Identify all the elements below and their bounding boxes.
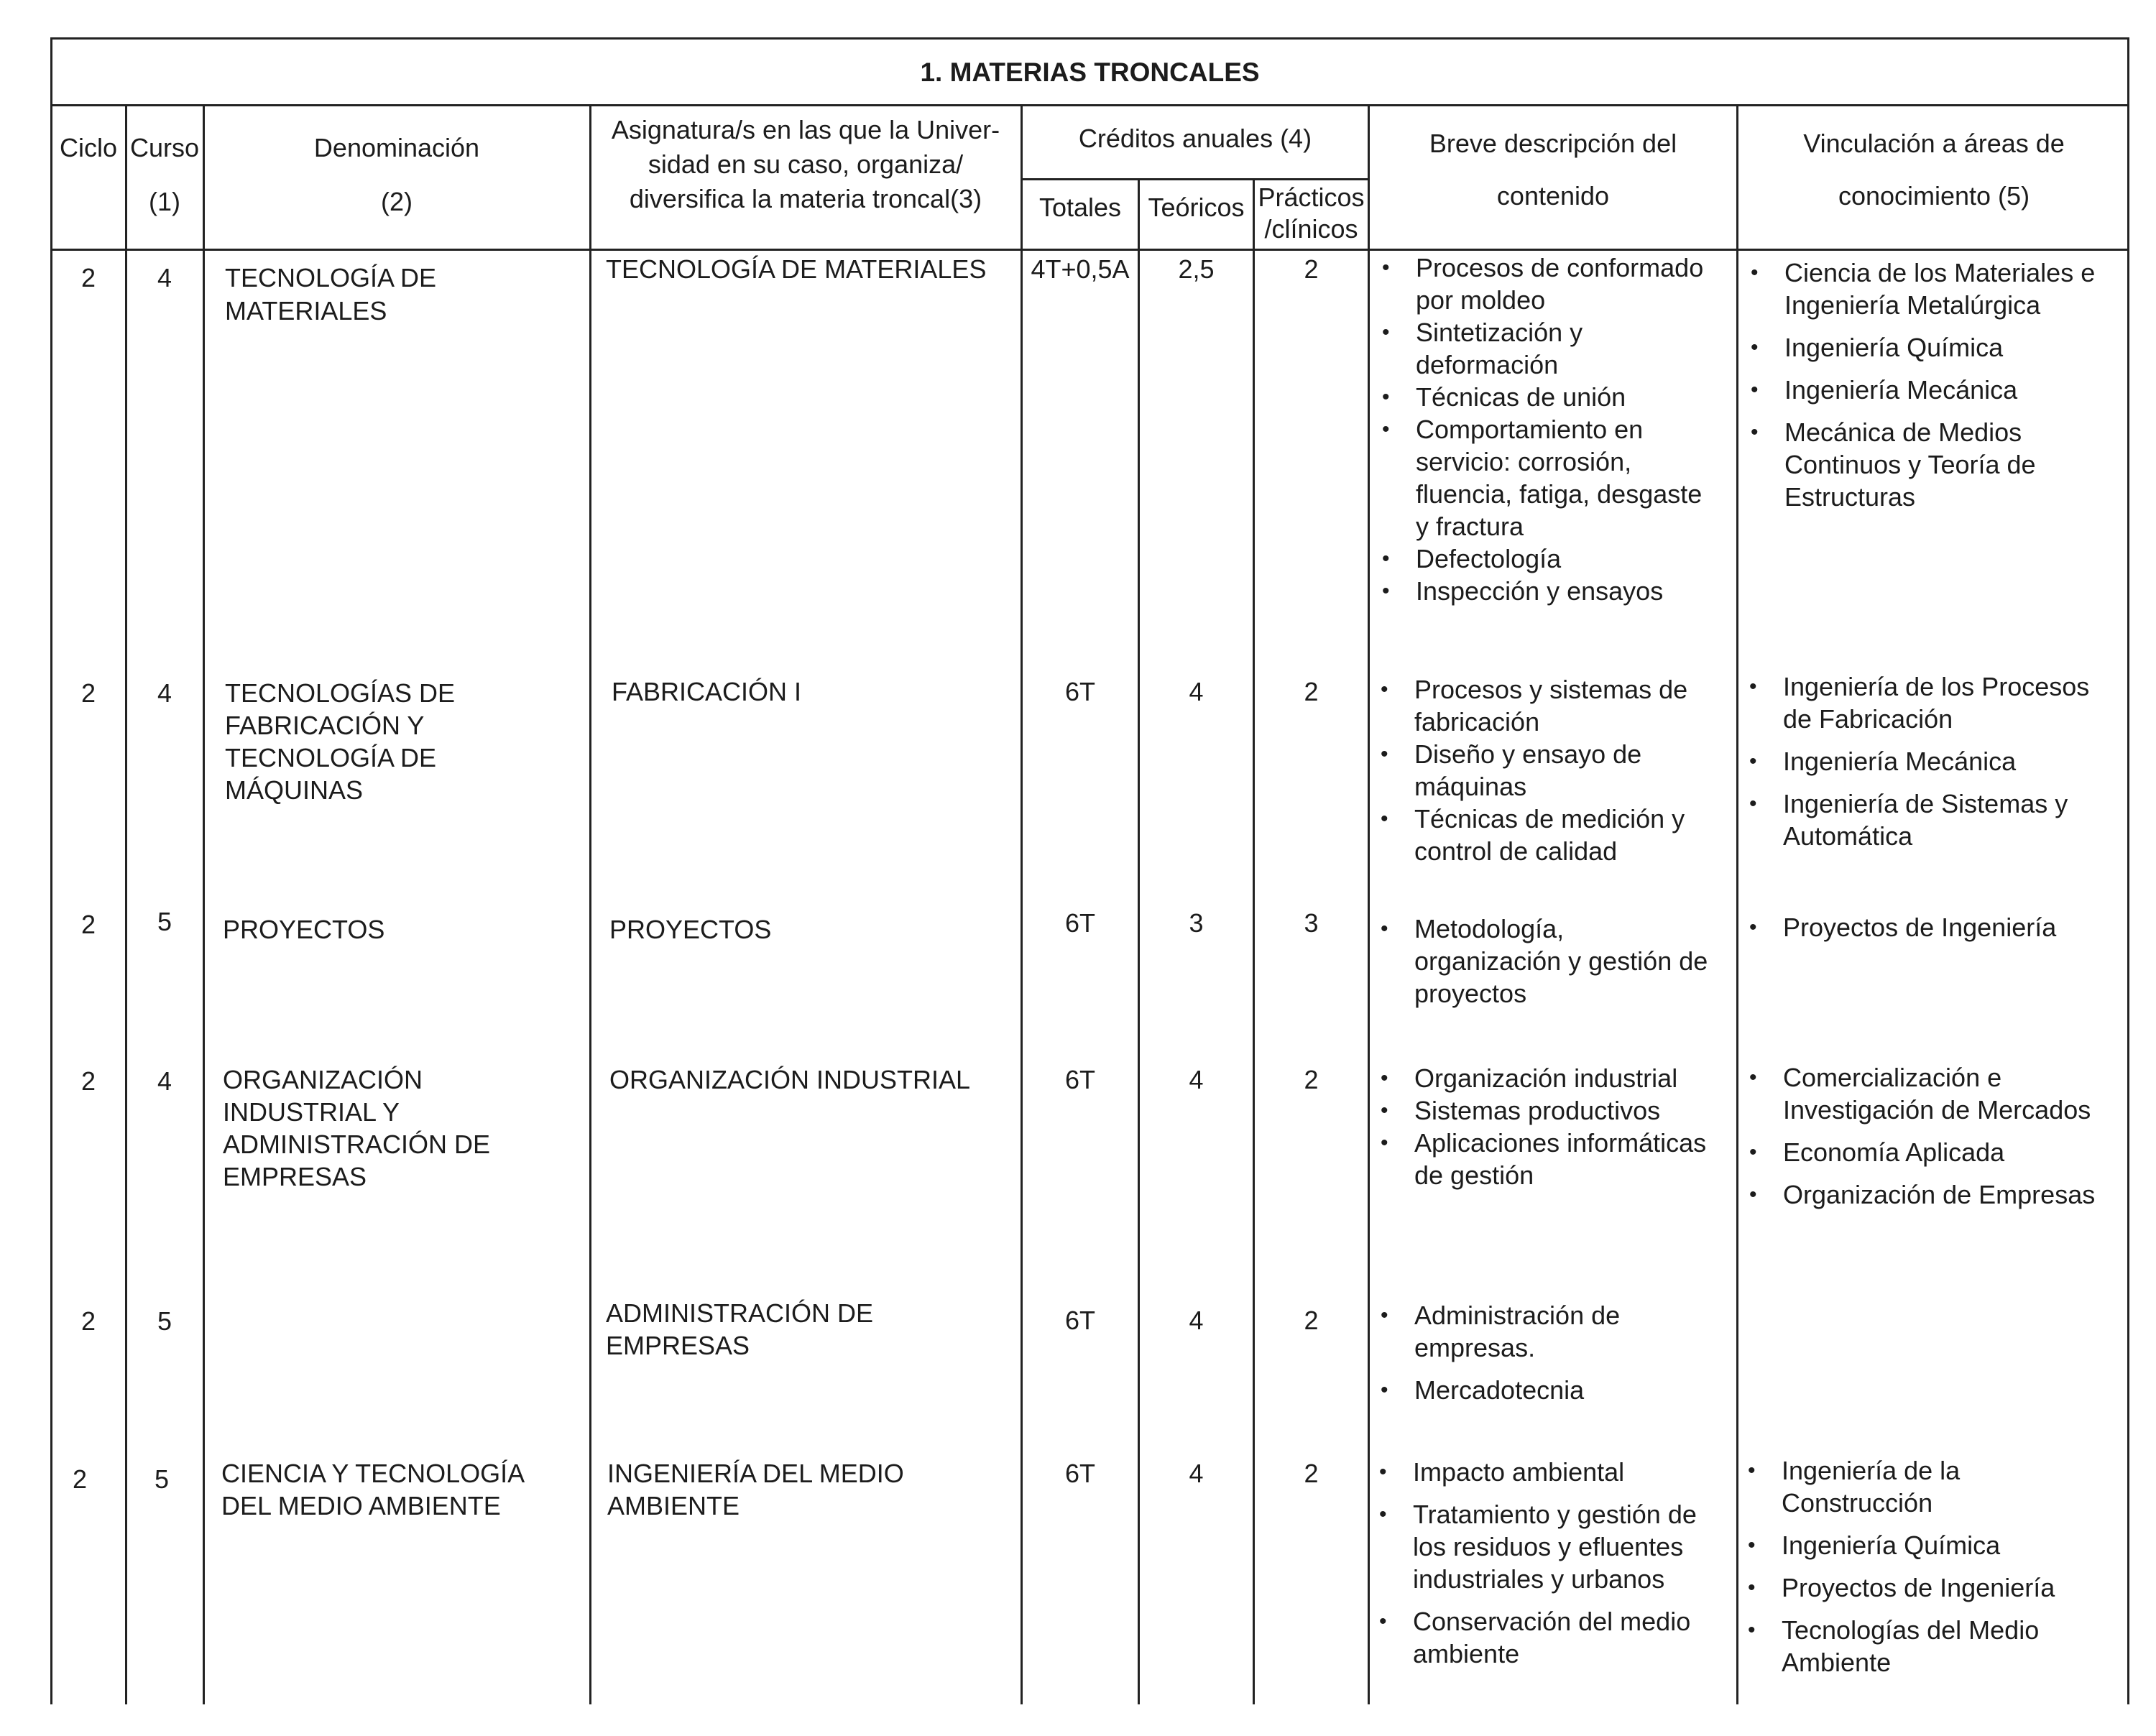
cell-asignatura-line: ADMINISTRACIÓN DE	[606, 1298, 874, 1328]
creditos-subheader-divider	[1023, 178, 1369, 180]
col-divider-descripcion	[1736, 104, 1738, 1704]
list-item: • Ingeniería de la Construcción	[1742, 1454, 2055, 1519]
cell-denominacion-line: MATERIALES	[225, 296, 387, 326]
list-item: • Metodología, organización y gestión de proyectos	[1375, 913, 1708, 1010]
cell-descripcion-list	[1376, 251, 1703, 607]
cell-denominacion-line: ADMINISTRACIÓN DE	[223, 1130, 491, 1159]
header-asignatura-line3: diversifica la materia troncal(3)	[629, 184, 982, 213]
cell-totales: 6T	[1064, 908, 1095, 938]
cell-denominacion-line: EMPRESAS	[223, 1162, 367, 1191]
cell-teoricos: 4	[1189, 1065, 1204, 1094]
list-item: • Organización industrial	[1375, 1062, 1706, 1094]
list-item: • Ingeniería Química	[1745, 331, 2095, 364]
cell-denominacion-line: CIENCIA Y TECNOLOGÍA	[221, 1459, 525, 1488]
list-item: • Técnicas de medición y control de calidad	[1375, 803, 1687, 867]
header-denominacion-label: Denominación	[313, 133, 480, 162]
list-item: • Impacto ambiental	[1373, 1456, 1697, 1488]
list-item: • Tecnologías del Medio Ambiente	[1742, 1614, 2055, 1679]
cell-teoricos: 3	[1189, 908, 1204, 938]
list-item: • Defectología	[1376, 542, 1703, 575]
header-totales: Totales	[1038, 193, 1122, 222]
cell-denominacion-line: MÁQUINAS	[225, 775, 364, 805]
cell-descripcion-list	[1373, 1456, 1697, 1680]
cell-ciclo: 2	[80, 1066, 96, 1096]
list-item: • Sistemas productivos	[1375, 1094, 1706, 1127]
cell-denominacion-line: FABRICACIÓN Y	[225, 711, 425, 740]
list-item: • Proyectos de Ingeniería	[1742, 1571, 2055, 1604]
cell-ciclo: 2	[80, 910, 96, 939]
header-asignatura-line1: Asignatura/s en las que la Univer-	[611, 115, 1000, 144]
list-item: • Organización de Empresas	[1743, 1178, 2095, 1211]
table-title: 1. MATERIAS TRONCALES	[920, 57, 1260, 87]
cell-descripcion-list	[1375, 1299, 1620, 1416]
cell-vinculacion-list	[1742, 1454, 2055, 1689]
list-item: • Diseño y ensayo de máquinas	[1375, 738, 1687, 803]
cell-denominacion-line: ORGANIZACIÓN	[223, 1065, 423, 1094]
cell-practicos: 2	[1304, 1459, 1319, 1488]
header-curso-label: Curso	[129, 133, 200, 162]
header-denominacion-note: (2)	[381, 187, 413, 216]
list-item: • Ingeniería de los Procesos de Fabricación	[1743, 670, 2089, 735]
cell-teoricos: 4	[1189, 1306, 1204, 1335]
cell-curso: 5	[157, 907, 172, 936]
cell-teoricos: 4	[1189, 1459, 1204, 1488]
header-asignatura-line2: sidad en su caso, organiza/	[648, 149, 964, 179]
list-item: • Inspección y ensayos	[1376, 575, 1703, 607]
list-item: • Ingeniería Mecánica	[1743, 745, 2089, 777]
cell-ciclo: 2	[80, 1306, 96, 1336]
list-item: • Ingeniería Química	[1742, 1529, 2055, 1561]
list-item: • Mercadotecnia	[1375, 1374, 1620, 1406]
list-item: • Procesos y sistemas de fabricación	[1375, 673, 1687, 738]
cell-curso: 5	[157, 1306, 172, 1336]
cell-denominacion-line: PROYECTOS	[223, 915, 385, 944]
header-ciclo-label: Ciclo	[59, 133, 117, 162]
cell-curso: 5	[154, 1464, 170, 1494]
header-creditos-label: Créditos anuales (4)	[1078, 124, 1312, 153]
header-divider	[50, 249, 2129, 251]
list-item: • Aplicaciones informáticas de gestión	[1375, 1127, 1706, 1191]
cell-practicos: 2	[1304, 1306, 1319, 1335]
cell-denominacion-line: TECNOLOGÍAS DE	[225, 678, 456, 708]
header-vinculacion-line1: Vinculación a áreas de	[1803, 129, 2065, 158]
list-item: • Proyectos de Ingeniería	[1743, 911, 2056, 943]
header-descripcion-line1: Breve descripción del	[1429, 129, 1677, 158]
cell-asignatura-line: AMBIENTE	[607, 1491, 740, 1520]
list-item: • Ingeniería de Sistemas y Automática	[1743, 788, 2089, 852]
cell-teoricos: 4	[1189, 677, 1204, 706]
list-item: • Procesos de conformado por moldeo	[1376, 251, 1703, 316]
cell-ciclo: 2	[80, 263, 96, 292]
header-practicos-line2: /clínicos	[1264, 214, 1358, 244]
col-divider-creditos	[1368, 104, 1370, 1704]
header-teoricos: Teóricos	[1148, 193, 1245, 222]
cell-curso: 4	[157, 263, 172, 292]
list-item: • Ingeniería Mecánica	[1745, 374, 2095, 406]
cell-denominacion-line: TECNOLOGÍA DE	[225, 263, 437, 292]
cell-teoricos: 2,5	[1178, 254, 1215, 284]
cell-vinculacion-list	[1743, 1061, 2095, 1221]
cell-denominacion-line: INDUSTRIAL Y	[223, 1097, 400, 1127]
list-item: • Economía Aplicada	[1743, 1136, 2095, 1168]
cell-totales: 6T	[1064, 677, 1095, 706]
col-divider-curso	[203, 104, 205, 1704]
cell-practicos: 3	[1304, 908, 1319, 938]
cell-denominacion-line: TECNOLOGÍA DE	[225, 743, 437, 772]
header-practicos-line1: Prácticos	[1258, 183, 1365, 212]
col-divider-denominacion	[589, 104, 591, 1704]
list-item: • Conservación del medio ambiente	[1373, 1605, 1697, 1670]
list-item: • Administración de empresas.	[1375, 1299, 1620, 1364]
list-item: • Comportamiento en servicio: corrosión, fluencia, fatiga, desgaste y fractura	[1376, 413, 1703, 542]
cell-asignatura-line: ORGANIZACIÓN INDUSTRIAL	[609, 1065, 971, 1094]
cell-vinculacion-list	[1743, 670, 2089, 862]
cell-descripcion-list	[1375, 673, 1687, 867]
cell-descripcion-list	[1375, 913, 1708, 1010]
cell-ciclo: 2	[72, 1464, 88, 1494]
cell-practicos: 2	[1304, 1065, 1319, 1094]
cell-totales: 6T	[1064, 1306, 1095, 1335]
cell-practicos: 2	[1304, 677, 1319, 706]
cell-asignatura-line: PROYECTOS	[609, 915, 772, 944]
cell-asignatura-line: EMPRESAS	[606, 1331, 750, 1360]
list-item: • Sintetización y deformación	[1376, 316, 1703, 381]
header-vinculacion-line2: conocimiento (5)	[1838, 181, 2030, 211]
list-item: • Mecánica de Medios Continuos y Teoría de Estructuras	[1745, 416, 2095, 513]
cell-practicos: 2	[1304, 254, 1319, 284]
cell-curso: 4	[157, 678, 172, 708]
list-item: • Tratamiento y gestión de los residuos y efluentes industriales y urbanos	[1373, 1498, 1697, 1595]
cell-totales: 4T+0,5A	[1031, 254, 1130, 284]
cell-vinculacion-list	[1743, 911, 2056, 943]
cell-asignatura-line: TECNOLOGÍA DE MATERIALES	[606, 254, 987, 284]
cell-curso: 4	[157, 1066, 172, 1096]
cell-ciclo: 2	[80, 678, 96, 708]
header-curso-note: (1)	[149, 187, 180, 216]
cell-denominacion-line: DEL MEDIO AMBIENTE	[221, 1491, 501, 1520]
cell-vinculacion-list	[1745, 257, 2095, 523]
cell-asignatura-line: INGENIERÍA DEL MEDIO	[607, 1459, 904, 1488]
list-item: • Técnicas de unión	[1376, 381, 1703, 413]
header-descripcion-line2: contenido	[1496, 181, 1610, 211]
cell-asignatura-line: FABRICACIÓN I	[612, 677, 802, 706]
cell-descripcion-list	[1375, 1062, 1706, 1191]
cell-totales: 6T	[1064, 1065, 1095, 1094]
list-item: • Comercialización e Investigación de Mercados	[1743, 1061, 2095, 1126]
list-item: • Ciencia de los Materiales e Ingeniería Metalúrgica	[1745, 257, 2095, 321]
cell-totales: 6T	[1064, 1459, 1095, 1488]
title-divider	[50, 104, 2129, 106]
